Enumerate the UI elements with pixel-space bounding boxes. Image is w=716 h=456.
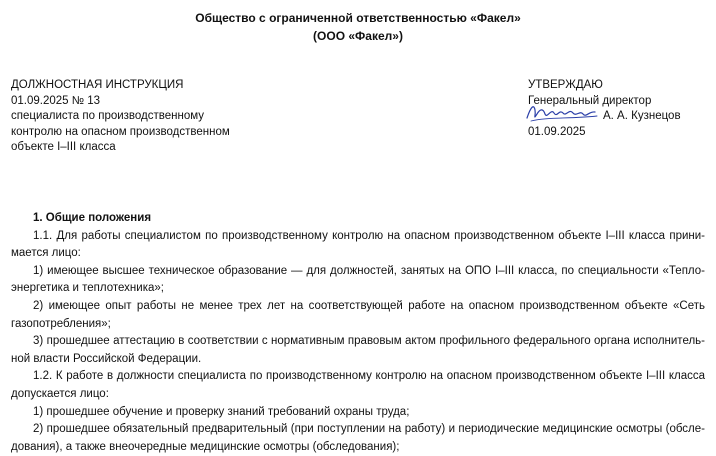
approval-title: УТВЕРЖДАЮ [528, 79, 603, 91]
document-body [11, 210, 705, 456]
list-item-2-line-1: 2) имеющее опыт работы не менее трех лет на соответствующей работе на опасном производственном объекте «Сеть [33, 299, 705, 312]
list-item-3-line-1: 3) прошедшее аттестацию в соответствии с нормативным правовым актом профильного федерального органа исполнитель- [33, 335, 705, 348]
document-subject-line-2: контролю на опасном производственном [11, 125, 230, 138]
paragraph-1-2-line-1: 1.2. К работе в должности специалиста по производственному контролю на опасном производственном объекте I–III класса [33, 370, 705, 383]
paragraph-1-1-line-1: 1.1. Для работы специалистом по производственному контролю на опасном производственном объекте I–III класса прини- [33, 229, 705, 242]
organization-full-name: Общество с ограниченной ответственностью «Факел» [195, 11, 521, 25]
approver-position: Генеральный директор [528, 94, 652, 107]
signature-row [528, 109, 681, 125]
approver-name: А. А. Кузнецов [603, 110, 681, 122]
document-type: ДОЛЖНОСТНАЯ ИНСТРУКЦИЯ [11, 79, 184, 91]
list-item-5-line-1: 2) прошедшее обязательный предварительный (при поступлении на работу) и периодические медицинские осмотры (обсле- [33, 423, 705, 436]
document-subject-line-3: объекте I–III класса [11, 141, 116, 153]
list-item-1-line-2: энергетика и теплотехника»; [11, 282, 164, 295]
paragraph-1-2-line-2: допускается лицо: [11, 387, 109, 400]
paragraph-1-1-line-2: мается лицо: [11, 247, 81, 260]
document-subject-line-1: специалиста по производственному [11, 110, 205, 122]
list-item-1-line-1: 1) имеющее высшее техническое образование — для должностей, занятых на ОПО I–III класса, по специальности «Тепло- [33, 264, 705, 277]
list-item-2-line-2: газопотребления»; [11, 317, 111, 330]
section-heading: 1. Общие положения [33, 212, 152, 224]
organization-short-name: (ООО «Факел») [313, 29, 403, 43]
signature-image [525, 102, 601, 124]
list-item-3-line-2: ной власти Российской Федерации. [11, 352, 202, 365]
document-title-block [11, 78, 230, 156]
list-item-4: 1) прошедшее обучение и проверку знаний требований охраны труда; [33, 405, 410, 418]
approval-block [528, 78, 681, 140]
approval-date: 01.09.2025 [528, 125, 586, 138]
document-date-number: 01.09.2025 № 13 [11, 94, 101, 107]
list-item-5-line-2: дования), а также внеочередные медицинские осмотры (обследования); [11, 440, 400, 453]
